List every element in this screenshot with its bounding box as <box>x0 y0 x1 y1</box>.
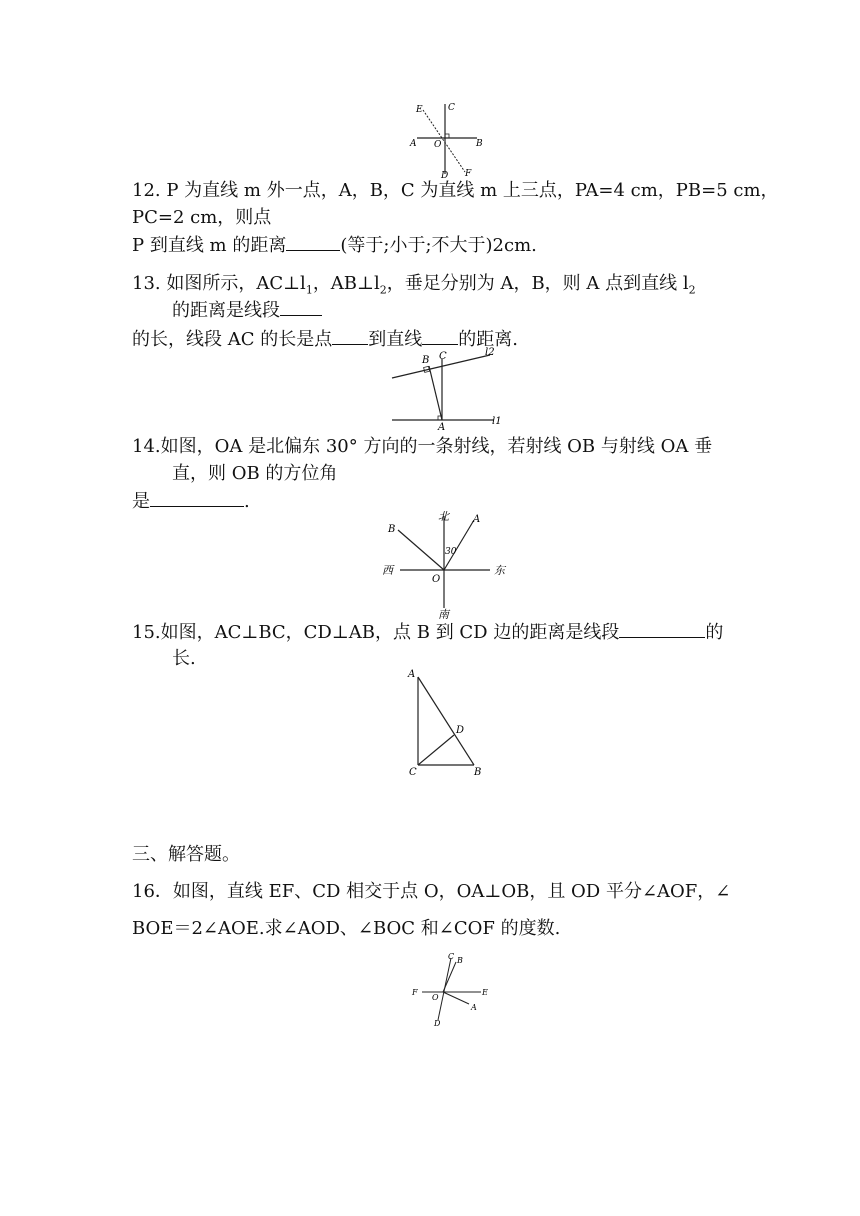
svg-text:l1: l1 <box>492 416 502 427</box>
q15-line1-text: 15.如图，AC⊥BC，CD⊥AB，点 B 到 CD 边的距离是线段 <box>132 622 620 643</box>
q12-line3 <box>132 234 537 257</box>
q13-answer-blank-2[interactable] <box>332 328 368 345</box>
svg-text:C: C <box>448 952 455 961</box>
q14-line3 <box>132 490 250 513</box>
svg-text:F: F <box>465 169 472 179</box>
svg-text:O: O <box>432 574 441 585</box>
q13-subscript-2: 2 <box>379 283 387 297</box>
svg-text:D: D <box>456 725 465 736</box>
svg-text:E: E <box>482 988 488 997</box>
svg-text:A: A <box>473 514 481 525</box>
q16-line2: BOE＝2∠AOE.求∠AOD、∠BOC 和∠COF 的度数. <box>132 918 561 939</box>
svg-text:东: 东 <box>494 564 505 577</box>
svg-text:F: F <box>412 988 418 997</box>
q13-line1 <box>132 273 696 302</box>
q13-answer-blank-3[interactable] <box>422 328 458 345</box>
svg-text:E: E <box>416 105 423 115</box>
svg-text:C: C <box>448 103 455 113</box>
svg-text:C: C <box>409 767 417 777</box>
svg-text:北: 北 <box>438 510 449 523</box>
q13-line3-part-a: 的长，线段 AC 的长是点 <box>132 329 333 350</box>
section-title: 三、解答题。 <box>132 844 240 865</box>
q15-line1-end: 的 <box>705 622 724 643</box>
svg-text:B: B <box>422 355 430 366</box>
svg-text:D: D <box>441 171 449 180</box>
q16-line1: 16．如图，直线 EF、CD 相交于点 O，OA⊥OB，且 OD 平分∠AOF，∠ <box>132 881 731 902</box>
q15-line2: 长. <box>172 648 196 669</box>
svg-text:O: O <box>432 993 439 1002</box>
q13-line1-part-b: ，AB⊥l <box>312 273 380 294</box>
q14-line2: 直，则 OB 的方位角 <box>172 463 338 484</box>
svg-text:C: C <box>439 351 447 362</box>
q13-line3-part-c: 的距离. <box>458 329 518 350</box>
q12-line1: 12. P 为直线 m 外一点，A，B，C 为直线 m 上三点，PA=4 cm，PB=5 cm， <box>132 180 779 201</box>
q13-line1-part-c: ，垂足分别为 A，B，则 A 点到直线 l <box>386 273 689 294</box>
q15-line1 <box>132 621 723 644</box>
figure-q13 <box>390 345 505 430</box>
q14-line3-text: 是 <box>132 491 150 512</box>
q14-answer-blank[interactable] <box>150 490 244 507</box>
svg-text:A: A <box>438 422 446 430</box>
q13-subscript-3: 2 <box>688 283 696 297</box>
q13-line2 <box>172 299 322 322</box>
figure-q15 <box>404 665 489 777</box>
svg-text:南: 南 <box>438 608 449 620</box>
svg-text:B: B <box>388 524 396 535</box>
svg-text:A: A <box>410 139 417 149</box>
svg-text:A: A <box>408 669 416 680</box>
q13-line3-part-b: 到直线 <box>368 329 423 350</box>
q14-line3-period: . <box>244 491 250 512</box>
svg-text:D: D <box>434 1019 441 1028</box>
svg-text:l2: l2 <box>485 347 495 358</box>
figure-q12 <box>405 100 485 180</box>
q13-line1-part-a: 13. 如图所示，AC⊥l <box>132 273 306 294</box>
figure-q16 <box>405 950 495 1030</box>
svg-text:西: 西 <box>382 564 393 577</box>
q13-answer-blank-1[interactable] <box>280 299 322 316</box>
q13-line2-text: 的距离是线段 <box>172 300 280 321</box>
svg-text:A: A <box>471 1003 477 1012</box>
svg-text:30: 30 <box>445 547 457 557</box>
svg-text:O: O <box>434 140 442 150</box>
svg-text:B: B <box>476 139 483 149</box>
svg-text:B: B <box>474 767 482 777</box>
q15-answer-blank[interactable] <box>619 621 705 638</box>
q12-answer-blank[interactable] <box>286 234 340 251</box>
q12-line2: PC=2 cm，则点 <box>132 207 272 228</box>
svg-text:B: B <box>457 956 463 965</box>
q12-line3-text-b: (等于;小于;不大于)2cm. <box>340 235 537 256</box>
q12-line3-text-a: P 到直线 m 的距离 <box>132 235 287 256</box>
figure-q14 <box>378 508 513 620</box>
q13-subscript-1: 1 <box>305 283 313 297</box>
q14-line1: 14.如图，OA 是北偏东 30° 方向的一条射线，若射线 OB 与射线 OA 垂 <box>132 436 713 457</box>
